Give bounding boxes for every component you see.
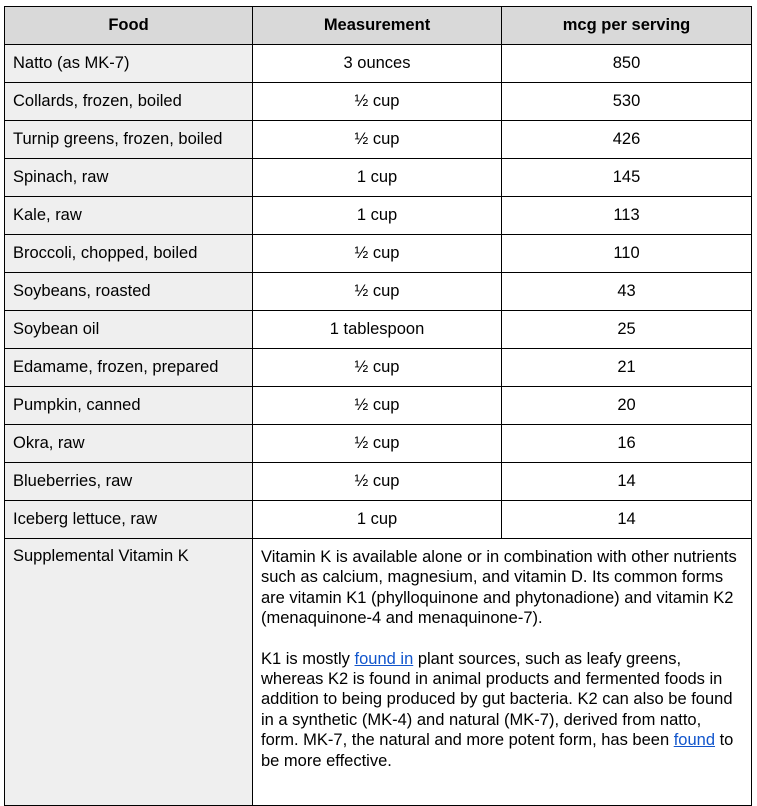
mcg-cell: 25 — [502, 311, 752, 349]
supplemental-paragraph-2 — [261, 649, 743, 771]
food-cell: Spinach, raw — [5, 159, 253, 197]
paragraph-spacer — [261, 629, 743, 649]
table-row — [5, 45, 752, 83]
table-row — [5, 349, 752, 387]
food-cell: Pumpkin, canned — [5, 387, 253, 425]
mcg-cell: 14 — [502, 463, 752, 501]
measurement-cell: ½ cup — [253, 387, 502, 425]
p2-text-end: to be more effective. — [261, 731, 734, 770]
table-row — [5, 159, 752, 197]
header-mcg-per-serving: mcg per serving — [502, 7, 752, 45]
supplemental-paragraph-1: Vitamin K is available alone or in combination with other nutrients such as calcium, magnesium, and vitamin D. Its common forms are vitamin K1 (phylloquinone and phytonadione) and vitamin K2 (menaquinone-4 and menaquinone-7). — [261, 548, 737, 628]
food-cell: Blueberries, raw — [5, 463, 253, 501]
found-link[interactable]: found — [673, 731, 716, 750]
measurement-cell: 1 cup — [253, 159, 502, 197]
table-row — [5, 425, 752, 463]
mcg-cell: 530 — [502, 83, 752, 121]
supplemental-label: Supplemental Vitamin K — [5, 539, 253, 806]
header-food: Food — [5, 7, 253, 45]
measurement-cell: 1 cup — [253, 501, 502, 539]
mcg-cell: 145 — [502, 159, 752, 197]
measurement-cell: 1 cup — [253, 197, 502, 235]
measurement-cell: ½ cup — [253, 121, 502, 159]
table-row — [5, 463, 752, 501]
measurement-cell: 3 ounces — [253, 45, 502, 83]
measurement-cell: ½ cup — [253, 463, 502, 501]
supplemental-description — [253, 539, 752, 806]
food-cell: Kale, raw — [5, 197, 253, 235]
food-cell: Iceberg lettuce, raw — [5, 501, 253, 539]
header-row — [5, 7, 752, 45]
measurement-cell: ½ cup — [253, 349, 502, 387]
table-row — [5, 501, 752, 539]
mcg-cell: 14 — [502, 501, 752, 539]
food-cell: Edamame, frozen, prepared — [5, 349, 253, 387]
table-body — [5, 45, 752, 806]
measurement-cell: ½ cup — [253, 83, 502, 121]
food-cell: Okra, raw — [5, 425, 253, 463]
header-measurement: Measurement — [253, 7, 502, 45]
table-row — [5, 121, 752, 159]
mcg-cell: 21 — [502, 349, 752, 387]
p2-text-middle: plant sources, such as leafy greens, whereas K2 is found in animal products and fermented foods in addition to being produced by gut bacteria. K2 can also be found in a synthetic (MK-4) and natural (MK-7), derived from natto, form. MK-7, the natural and more potent form, has been — [261, 649, 733, 750]
measurement-cell: ½ cup — [253, 273, 502, 311]
mcg-cell: 110 — [502, 235, 752, 273]
table-row — [5, 273, 752, 311]
food-cell: Natto (as MK-7) — [5, 45, 253, 83]
table-row — [5, 83, 752, 121]
table-row — [5, 311, 752, 349]
mcg-cell: 113 — [502, 197, 752, 235]
p2-text-start: K1 is mostly — [261, 649, 355, 668]
measurement-cell: ½ cup — [253, 425, 502, 463]
measurement-cell: ½ cup — [253, 235, 502, 273]
measurement-cell: 1 tablespoon — [253, 311, 502, 349]
mcg-cell: 16 — [502, 425, 752, 463]
supplemental-row — [5, 539, 752, 806]
table-row — [5, 387, 752, 425]
found-in-link[interactable]: found in — [354, 649, 414, 668]
mcg-cell: 850 — [502, 45, 752, 83]
mcg-cell: 43 — [502, 273, 752, 311]
mcg-cell: 426 — [502, 121, 752, 159]
food-cell: Soybeans, roasted — [5, 273, 253, 311]
vitamin-k-table — [4, 6, 752, 806]
food-cell: Soybean oil — [5, 311, 253, 349]
food-cell: Turnip greens, frozen, boiled — [5, 121, 253, 159]
table-row — [5, 235, 752, 273]
table-row — [5, 197, 752, 235]
food-cell: Broccoli, chopped, boiled — [5, 235, 253, 273]
mcg-cell: 20 — [502, 387, 752, 425]
food-cell: Collards, frozen, boiled — [5, 83, 253, 121]
